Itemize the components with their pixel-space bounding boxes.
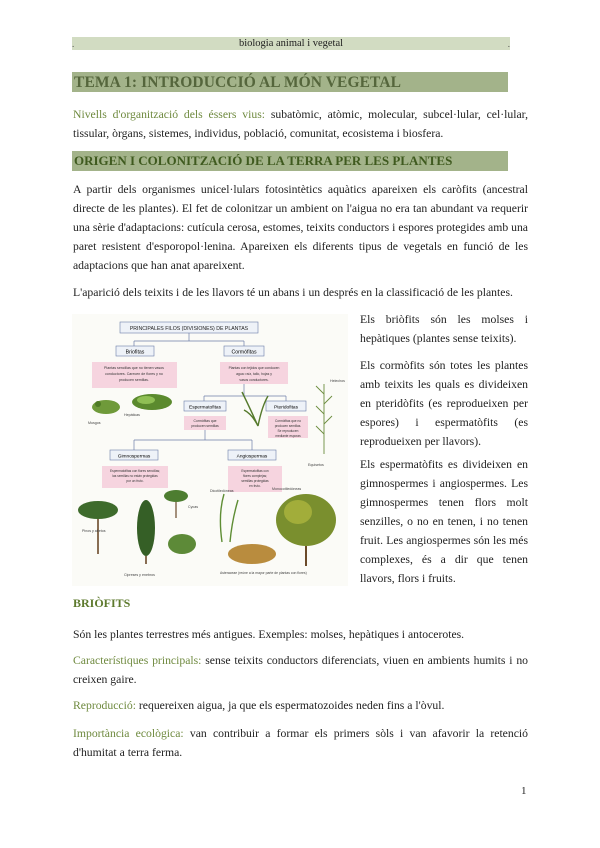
- header-right-mark: .: [507, 39, 510, 49]
- briofitas-note: Plantas sencillas que no tienen vasos conductores. Carecen de flores y no producen semillas.: [104, 366, 164, 382]
- label-dicot: Dicotiledóneas: [210, 489, 234, 493]
- levels-label: Nivells d'organització dels éssers vius:: [73, 108, 266, 121]
- origin-paragraph: A partir dels organismes unicel·lulars fotosintètics aquàtics apareixen els caròfits (ancestral directe de les plantes). El fet de colonitzar un ambient on l'aigua no era tan abundant va requerir una sèrie d'adaptacions: cutícula cerosa, estomes, teixits conductors i espores protegides amb una paret resistent d'esporopol·lenina. Apareixen els diferents tipus de vegetals en funció de les adaptacions que han anat apareixent.: [73, 183, 528, 272]
- pteridofitas-note: Cormófitas que no producen semillas. Se reproducen mediante esporas: [274, 419, 302, 438]
- briofits-intro: Són les plantes terrestres més antigues. Exemples: molses, hepàtiques i antocerotes.: [73, 628, 465, 641]
- pine-illustration: [78, 501, 118, 519]
- cycas-illustration: [164, 490, 188, 502]
- espermatofitas-note: Cormófitas que producen semillas: [191, 419, 219, 428]
- angiospermas-note: Espermatofitas con flores complejas; semillas protegidas en fruto.: [241, 469, 269, 488]
- label-cipreses: Cipreses y enebros: [124, 573, 155, 577]
- levels-paragraph: [73, 105, 528, 143]
- gimnospermas-note: Espermatofitas con flores sencillas; las semillas no están protegidas por un fruto.: [110, 469, 160, 483]
- ecology-label: Importància ecològica:: [73, 727, 184, 740]
- header-left-mark: .: [72, 39, 75, 49]
- section-heading-briofits: BRIÒFITS: [73, 596, 131, 610]
- characteristics-label: Característiques principals:: [73, 654, 202, 667]
- briofitas-label: Briofitas: [125, 349, 145, 356]
- page-number: 1: [521, 785, 527, 797]
- cormofitas-note: Plantas con tejidos que conducen agua: raíz, tallo, hojas y vasos conductores.: [228, 366, 280, 382]
- label-equisetos: Equisetos: [308, 463, 324, 467]
- cypress-illustration: [137, 500, 155, 556]
- diagram-title: PRINCIPALES FILOS (DIVISIONES) DE PLANTAS: [129, 326, 249, 332]
- shrub-illustration: [228, 544, 276, 564]
- briofits-characteristics: Característiques principals: sense teixits conductors diferenciats, viuen en ambients humits i no creixen gaire.: [73, 654, 529, 686]
- side-paragraph-briofits: Els briòfits són les molses i hepàtiques (plantes sense teixits).: [360, 313, 528, 345]
- angiospermas-label: Angiospermas: [236, 454, 268, 460]
- label-cycas: Cycas: [188, 505, 198, 509]
- espermatofitas-label: Espermatofitas: [189, 405, 221, 411]
- cormofitas-label: Cormófitas: [231, 349, 257, 356]
- label-pinos: Pinos y abetos: [82, 529, 106, 533]
- briofits-reproduction: Reproducció: requereixen aigua, ja que els espermatozoides neden fins a l'òvul.: [73, 699, 445, 712]
- reproduction-label: Reproducció:: [73, 699, 136, 712]
- label-musgos: Musgos: [88, 421, 101, 425]
- briofits-ecology: Importància ecològica: van contribuir a formar els primers sòls i van afavorir la retenció d'humitat a terra ferma.: [73, 727, 528, 759]
- label-helechos: Helechos: [330, 379, 345, 383]
- section-heading-origin: ORIGEN I COLONITZACIÓ DE LA TERRA PER LES PLANTES: [72, 151, 508, 171]
- running-header: [72, 37, 510, 50]
- palm-illustration: [168, 534, 196, 554]
- chapter-title: TEMA 1: INTRODUCCIÓ AL MÓN VEGETAL: [72, 72, 508, 92]
- label-bottom: Asteraceae (reúne a la mayor parte de plantas con flores): [220, 571, 307, 575]
- classification-paragraph: L'aparició dels teixits i de les llavors té un abans i un després en la classificació de les plantes.: [73, 286, 513, 299]
- header-title: biologia animal i vegetal: [238, 38, 344, 49]
- levels-text: subatòmic, atòmic, molecular, subcel·lular, cel·lular, tissular, òrgans, sistemes, individus, població, comunitat, ecosistema i biosfera.: [73, 108, 528, 140]
- plant-divisions-diagram: [72, 314, 348, 586]
- label-monocot: Monocotiledóneas: [272, 487, 302, 491]
- pteridofitas-label: Pteridofitas: [274, 405, 298, 411]
- side-paragraph-espermatofits: Els espermatòfits es divideixen en gimnospermes i angiospermes. Les gimnospermes tenen flors molt senzilles, o no en tenen, i no tenen fruit. Les angiospermes són les més complexes, és a dir que tenen llavors, flors i fruits.: [360, 458, 528, 585]
- side-paragraph-cormofits: Els cormòfits són totes les plantes amb teixits les quals es divideixen en pteridòfits (es reprodueixen per espores) i espermatòfits (es reprodueixen per llavors).: [360, 359, 528, 448]
- gimnospermas-label: Gimnospermas: [117, 454, 151, 460]
- label-hepaticas: Hepáticas: [124, 413, 140, 417]
